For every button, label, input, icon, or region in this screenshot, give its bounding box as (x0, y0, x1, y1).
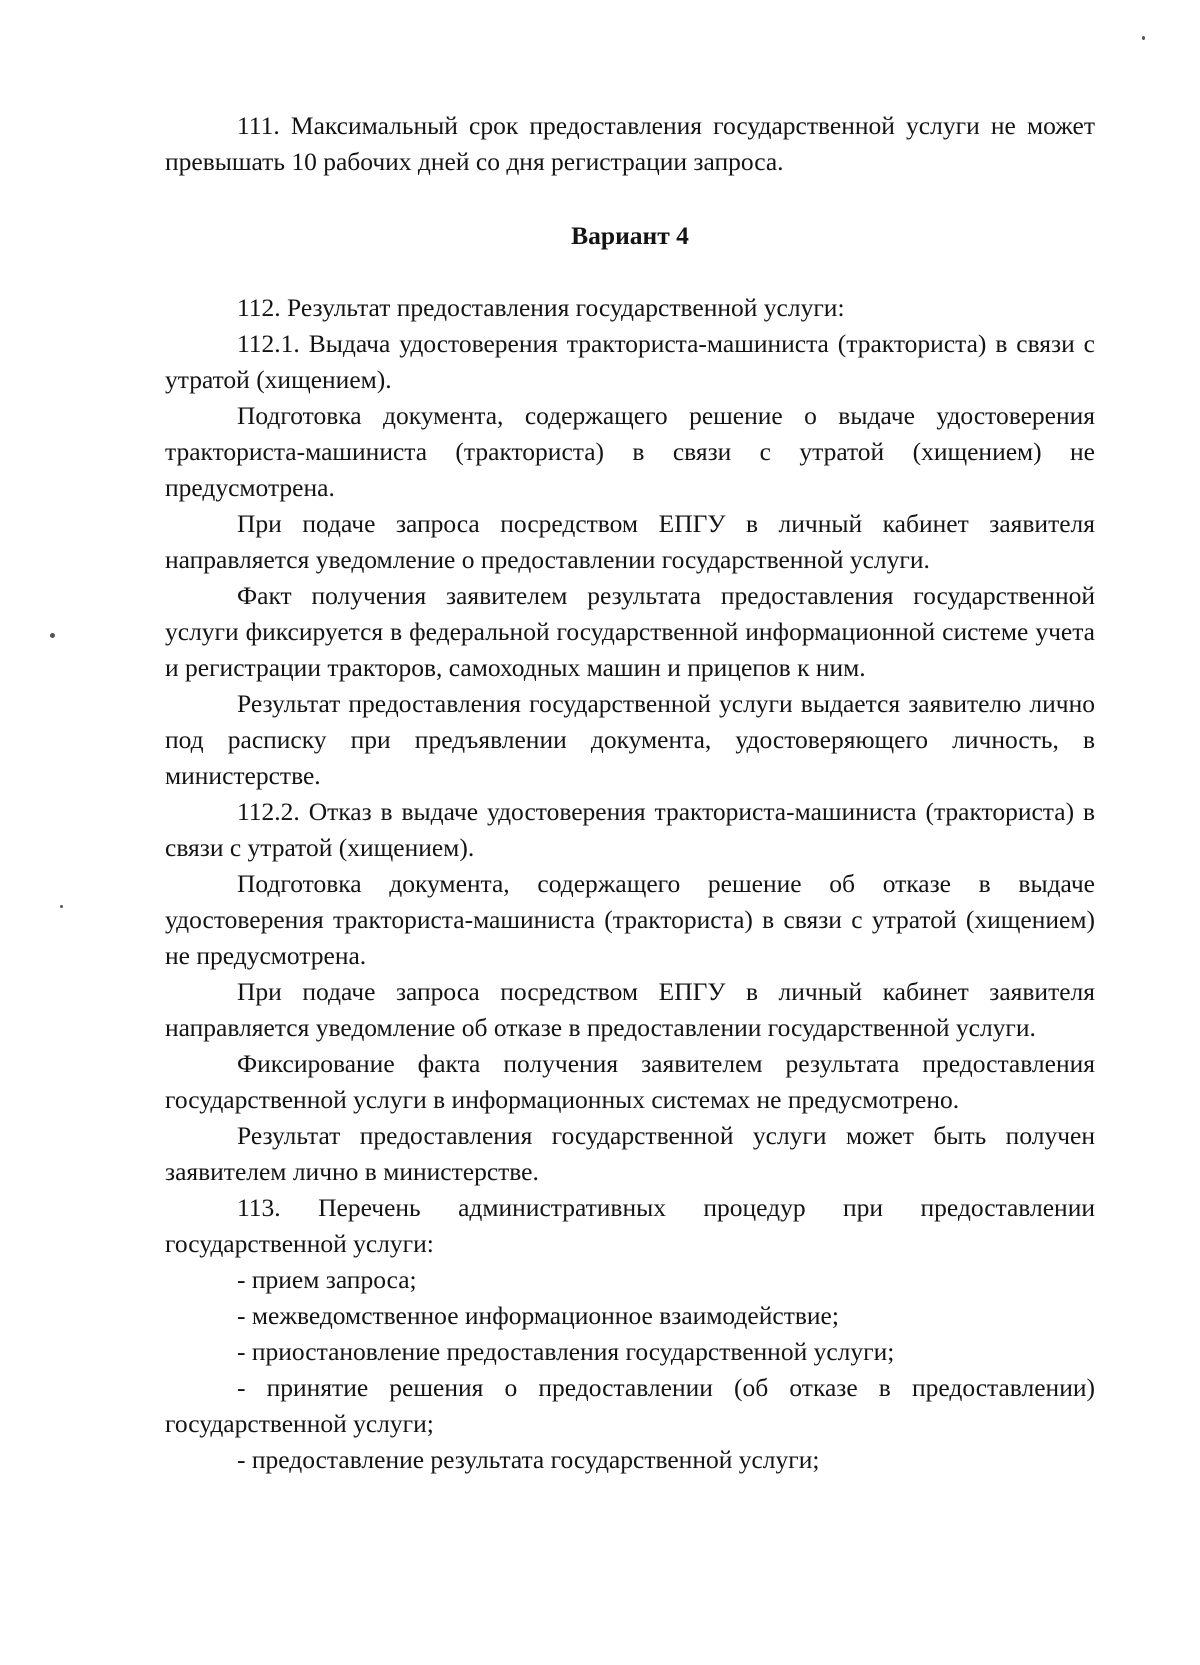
section-heading: Вариант 4 (571, 221, 689, 250)
paragraph-112-2: 112.2. Отказ в выдаче удостоверения тракториста-машиниста (тракториста) в связи с утратой (хищением). (165, 797, 1095, 862)
paragraph-112: 112. Результат предоставления государственной услуги: (237, 293, 845, 322)
list-item: - приостановление предоставления государственной услуги; (237, 1337, 895, 1366)
list-item: - предоставление результата государственной услуги; (237, 1445, 820, 1474)
paragraph-112-1: 112.1. Выдача удостоверения тракториста-машиниста (тракториста) в связи с утратой (хищением). (165, 329, 1095, 394)
paragraph-111: 111. Максимальный срок предоставления государственной услуги не может превышать 10 рабочих дней со дня регистрации запроса. (165, 111, 1095, 176)
list-item: - принятие решения о предоставлении (об отказе в предоставлении) государственной услуги; (165, 1373, 1095, 1438)
list-item: - прием запроса; (237, 1265, 417, 1294)
paragraph-112-1-c: Факт получения заявителем результата предоставления государственной услуги фиксируется в федеральной государственной информационной системе учета и регистрации тракторов, самоходных машин и прицепов к ним. (165, 581, 1095, 682)
document-page (165, 108, 1095, 1478)
paragraph-112-2-b: При подаче запроса посредством ЕПГУ в личный кабинет заявителя направляется уведомление об отказе в предоставлении государственной услуги. (165, 977, 1095, 1042)
scan-speck (50, 633, 55, 638)
paragraph-113: 113. Перечень административных процедур при предоставлении государственной услуги: (165, 1193, 1095, 1258)
paragraph-112-1-a: Подготовка документа, содержащего решение о выдаче удостоверения тракториста-машиниста (тракториста) в связи с утратой (хищением) не предусмотрена. (165, 401, 1095, 502)
scan-speck (1142, 36, 1145, 40)
paragraph-112-2-d: Результат предоставления государственной услуги может быть получен заявителем лично в министерстве. (165, 1121, 1095, 1186)
paragraph-112-1-d: Результат предоставления государственной услуги выдается заявителю лично под расписку при предъявлении документа, удостоверяющего личность, в министерстве. (165, 689, 1095, 790)
scan-speck (60, 905, 63, 908)
paragraph-112-2-a: Подготовка документа, содержащего решение об отказе в выдаче удостоверения тракториста-машиниста (тракториста) в связи с утратой (хищением) не предусмотрена. (165, 869, 1095, 970)
paragraph-112-1-b: При подаче запроса посредством ЕПГУ в личный кабинет заявителя направляется уведомление о предоставлении государственной услуги. (165, 509, 1095, 574)
list-item: - межведомственное информационное взаимодействие; (237, 1301, 839, 1330)
paragraph-112-2-c: Фиксирование факта получения заявителем результата предоставления государственной услуги в информационных системах не предусмотрено. (165, 1049, 1095, 1114)
